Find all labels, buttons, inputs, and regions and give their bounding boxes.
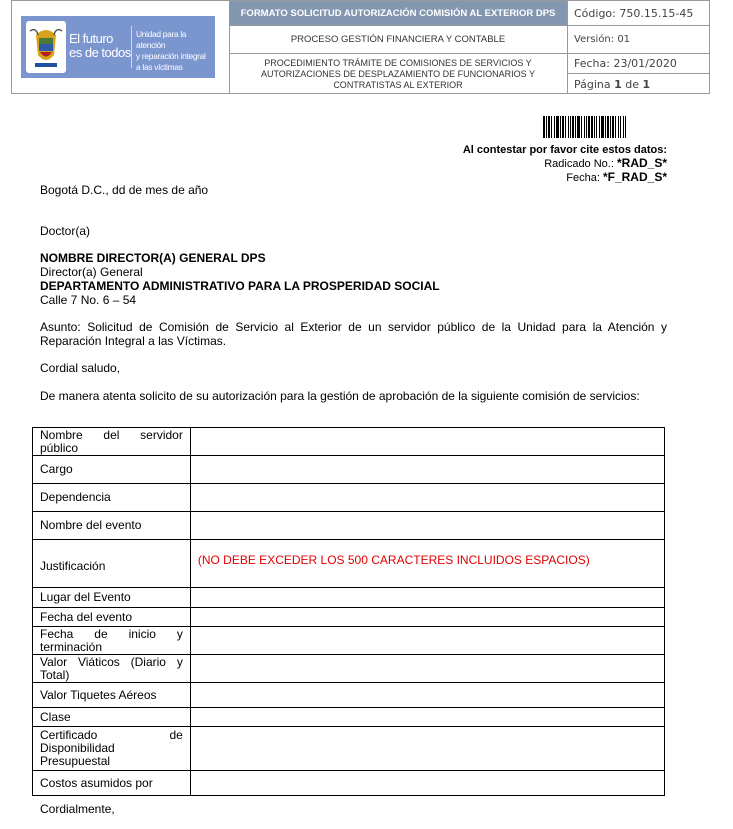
field-label: Valor Tiquetes Aéreos	[33, 683, 191, 708]
recipient-address: Calle 7 No. 6 – 54	[40, 293, 137, 307]
field-label: Valor Viáticos (Diario y Total)	[33, 655, 191, 683]
field-value[interactable]	[190, 683, 664, 708]
closing: Cordialmente,	[40, 802, 115, 816]
place-date: Bogotá D.C., dd de mes de año	[40, 183, 209, 197]
table-row	[33, 484, 665, 512]
table-row	[33, 456, 665, 484]
field-label: Justificación	[33, 540, 191, 588]
table-row	[33, 512, 665, 540]
field-label: Fecha de inicio y terminación	[33, 627, 191, 655]
radicado-line: Radicado No.: *RAD_S*	[544, 156, 667, 170]
logo-tagline: El futuro es de todos	[69, 31, 131, 60]
field-value[interactable]	[190, 512, 664, 540]
barcode	[543, 116, 667, 138]
field-value[interactable]	[190, 608, 664, 627]
field-label: Dependencia	[33, 484, 191, 512]
fecha-line: Fecha: *F_RAD_S*	[566, 170, 667, 184]
document-header	[11, 0, 710, 94]
table-row	[33, 540, 665, 588]
header-titles	[229, 1, 568, 94]
field-label: Certificado de Disponibilidad Presupuestal	[33, 727, 191, 771]
table-row	[33, 727, 665, 771]
field-value[interactable]	[190, 655, 664, 683]
recipient-org: DEPARTAMENTO ADMINISTRATIVO PARA LA PROSPERIDAD SOCIAL	[40, 279, 440, 293]
logo-cell	[12, 1, 230, 94]
field-label: Costos asumidos por	[33, 771, 191, 796]
header-meta	[567, 1, 709, 94]
commission-form-table	[32, 427, 665, 796]
justification-value[interactable]: (NO DEBE EXCEDER LOS 500 CARACTERES INCLUIDOS ESPACIOS)	[190, 540, 664, 588]
field-label: Lugar del Evento	[33, 588, 191, 608]
greeting: Cordial saludo,	[40, 361, 121, 375]
intro-paragraph: De manera atenta solicito de su autorización para la gestión de aprobación de la siguiente comisión de servicios:	[40, 389, 640, 403]
recipient-role: Director(a) General	[40, 265, 143, 279]
table-row	[33, 655, 665, 683]
table-row	[33, 708, 665, 727]
unidad-victimas-logo	[21, 16, 215, 78]
format-title: FORMATO SOLICITUD AUTORIZACIÓN COMISIÓN AL EXTERIOR DPS	[229, 1, 567, 26]
field-label: Fecha del evento	[33, 608, 191, 627]
field-value[interactable]	[190, 771, 664, 796]
field-value[interactable]	[190, 708, 664, 727]
field-label: Nombre del servidor público	[33, 428, 191, 456]
letter-subject: Asunto: Solicitud de Comisión de Servicio al Exterior de un servidor público de la Unidad para la Atención y Reparación Integral a las Víctimas.	[40, 320, 667, 348]
field-label: Cargo	[33, 456, 191, 484]
document-date: Fecha: 23/01/2020	[567, 54, 709, 74]
cite-label: Al contestar por favor cite estos datos:	[462, 144, 667, 156]
table-row	[33, 588, 665, 608]
page-number: Página 1 de 1	[574, 77, 651, 91]
field-value[interactable]	[190, 484, 664, 512]
table-row	[33, 771, 665, 796]
table-row	[33, 428, 665, 456]
field-label: Nombre del evento	[33, 512, 191, 540]
field-value[interactable]	[190, 428, 664, 456]
coat-of-arms-icon	[26, 21, 66, 73]
recipient-name: NOMBRE DIRECTOR(A) GENERAL DPS	[40, 251, 266, 265]
document-version: Versión: 01	[567, 26, 709, 54]
field-value[interactable]	[190, 588, 664, 608]
field-value[interactable]	[190, 627, 664, 655]
table-row	[33, 683, 665, 708]
table-row	[33, 627, 665, 655]
table-row	[33, 608, 665, 627]
salutation-title: Doctor(a)	[40, 224, 91, 238]
procedure-name: PROCEDIMIENTO TRÁMITE DE COMISIONES DE SERVICIOS Y AUTORIZACIONES DE DESPLAZAMIENTO DE FUNCIONARIOS Y CONTRATISTAS AL EXTERIOR	[260, 57, 536, 90]
field-value[interactable]	[190, 456, 664, 484]
field-label: Clase	[33, 708, 191, 727]
document-code: Código: 750.15.15-45	[567, 1, 709, 26]
logo-entity-name: Unidad para la atención y reparación integral a las víctimas	[136, 29, 206, 72]
field-value[interactable]	[190, 727, 664, 771]
process-name: PROCESO GESTIÓN FINANCIERA Y CONTABLE	[229, 26, 567, 54]
